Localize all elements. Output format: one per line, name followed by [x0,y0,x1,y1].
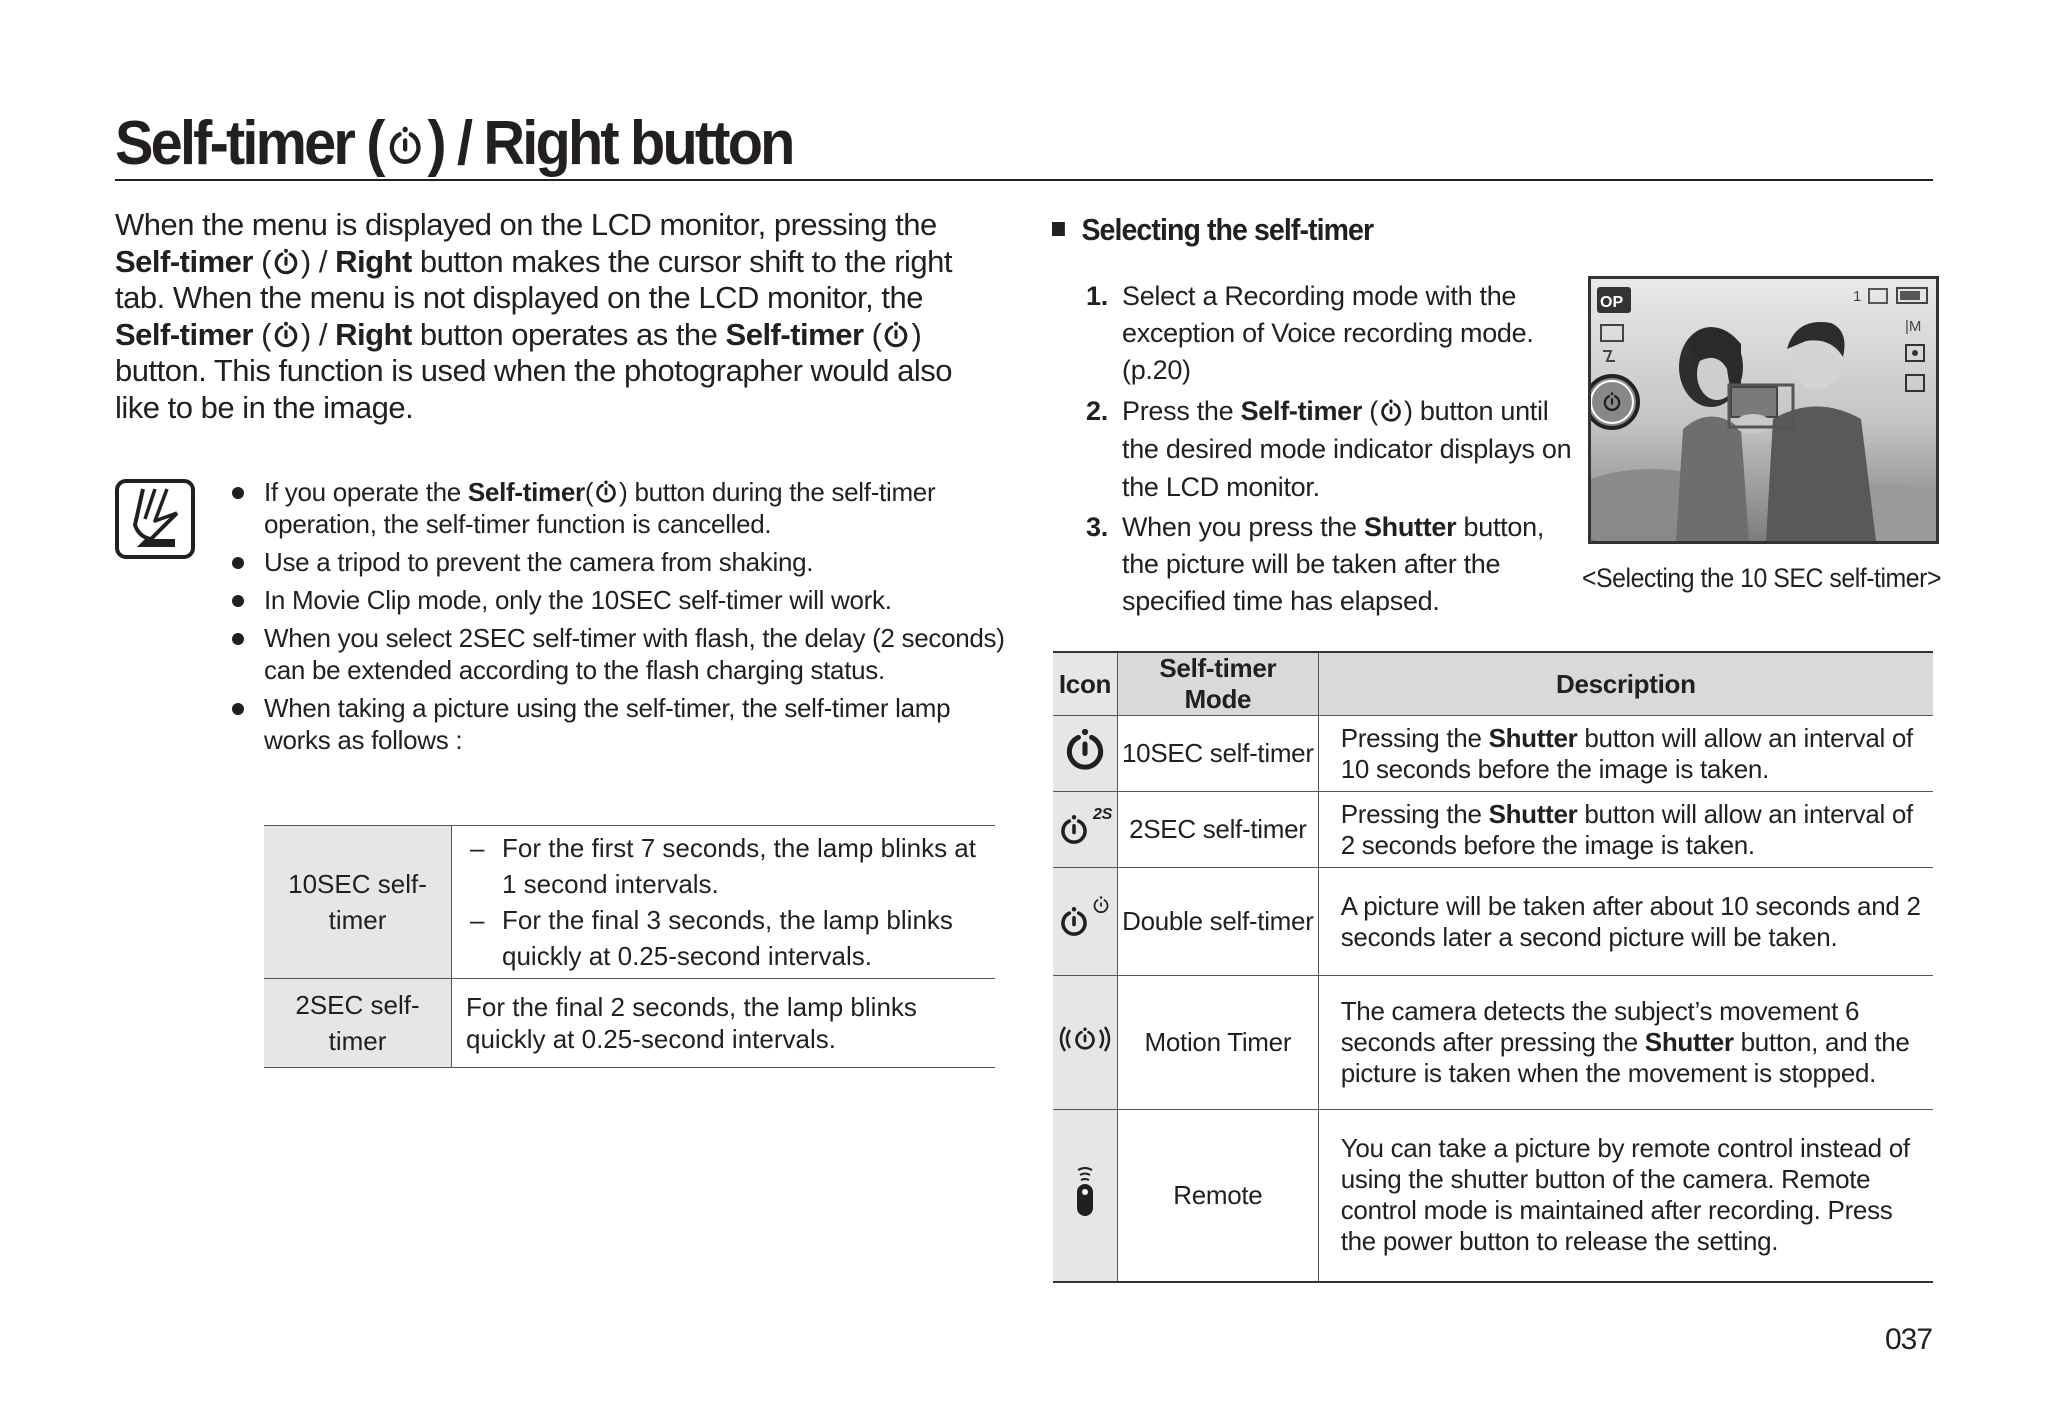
lamp-detail: For the final 2 seconds, the lamp blinks quickly at 0.25-second intervals. [466,992,917,1054]
lcd-preview-image [1588,276,1939,544]
section-heading: Selecting the self-timer [1052,212,1373,248]
note-item: If you operate the Self-timer( ) button during the self-timer operation, the self-timer function is cancelled. [228,476,1008,540]
table-row [264,826,995,979]
step-item: 1. Select a Recording mode with the exception of Voice recording mode. (p.20) [1086,281,1534,385]
step-item: 3. When you press the Shutter button, the picture will be taken after the specified time has elapsed. [1086,512,1545,616]
motion-timer-icon [1055,1019,1115,1059]
couple-photo [1591,279,1936,541]
intro-paragraph: When the menu is displayed on the LCD monitor, pressing the Self-timer ( ) / Right button makes the cursor shift to the right tab. When the menu is not displayed on the LCD monitor, the Self-timer ( ) / Right button operates as the Self-timer ( ) button. This function is used when the photographer would also like to be in the image. [115,207,953,425]
note-item: Use a tripod to prevent the camera from shaking. [228,546,1008,578]
mode-name: Double self-timer [1118,868,1319,976]
page-number: 037 [1885,1323,1933,1356]
lamp-blink-table [264,825,995,1068]
lamp-detail: – For the final 3 seconds, the lamp blinks quickly at 0.25-second intervals. [466,902,981,974]
svg-text:2S: 2S [1093,806,1112,823]
timer-2sec-icon [1055,801,1115,851]
mode-name: Remote [1118,1110,1319,1282]
self-timer-icon [881,320,911,350]
self-timer-icon [1378,398,1404,424]
timer-10sec-icon [1061,726,1109,774]
lamp-detail: – For the first 7 seconds, the lamp blinks at 1 second intervals. [466,830,981,902]
title-rule [115,179,1933,181]
self-timer-mode-table [1053,651,1933,1283]
double-timer-icon [1055,893,1115,943]
table-row [1053,716,1933,792]
remote-icon [1070,1162,1100,1222]
mode-description: The camera detects the subject’s movement 6 seconds after pressing the Shutter button, and the picture is taken when the movement is stopped. [1318,976,1933,1110]
self-timer-icon [385,124,426,168]
table-row [1053,792,1933,868]
mode-description: Pressing the Shutter button will allow an interval of 10 seconds before the image is taken. [1318,716,1933,792]
notes-list [228,476,1008,762]
table-row [1053,868,1933,976]
lamp-mode-label: 2SEC self-timer [264,979,452,1068]
page-title: Self-timer ( ) / Right button [115,109,793,178]
table-row [1053,1110,1933,1282]
self-timer-icon [271,320,301,350]
table-header-row [1053,652,1933,716]
mode-badge: OP [1600,294,1624,311]
column-header: Self-timer Mode [1118,652,1319,716]
mode-description: Pressing the Shutter button will allow an interval of 2 seconds before the image is taken. [1318,792,1933,868]
note-pencil-icon [115,479,195,559]
column-header: Icon [1053,652,1118,716]
shots-remaining: 1 [1853,288,1862,305]
lamp-description [452,979,996,1068]
mode-name: Motion Timer [1118,976,1319,1110]
table-row [1053,976,1933,1110]
table-row [264,979,995,1068]
lamp-description [452,826,996,979]
lamp-mode-label: 10SEC self-timer [264,826,452,979]
mode-name: 10SEC self-timer [1118,716,1319,792]
steps-list [1082,278,1580,623]
image-caption: <Selecting the 10 SEC self-timer> [1582,563,1941,593]
mode-name: 2SEC self-timer [1118,792,1319,868]
note-item: When you select 2SEC self-timer with flash, the delay (2 seconds) can be extended according to the flash charging status. [228,622,1008,686]
note-item: When taking a picture using the self-timer, the self-timer lamp works as follows : [228,692,1008,756]
self-timer-icon [593,479,619,505]
svg-text:|M: |M [1905,318,1922,335]
mode-description: You can take a picture by remote control instead of using the shutter button of the camera. Remote control mode is maintained after recording. Press the power button to release the setting. [1318,1110,1933,1282]
mode-description: A picture will be taken after about 10 seconds and 2 seconds later a second picture will be taken. [1318,868,1933,976]
step-item: 2. Press the Self-timer ( ) button until the desired mode indicator displays on the LCD monitor. [1086,396,1572,502]
note-item: In Movie Clip mode, only the 10SEC self-timer will work. [228,584,1008,616]
self-timer-icon [271,247,301,277]
column-header: Description [1318,652,1933,716]
